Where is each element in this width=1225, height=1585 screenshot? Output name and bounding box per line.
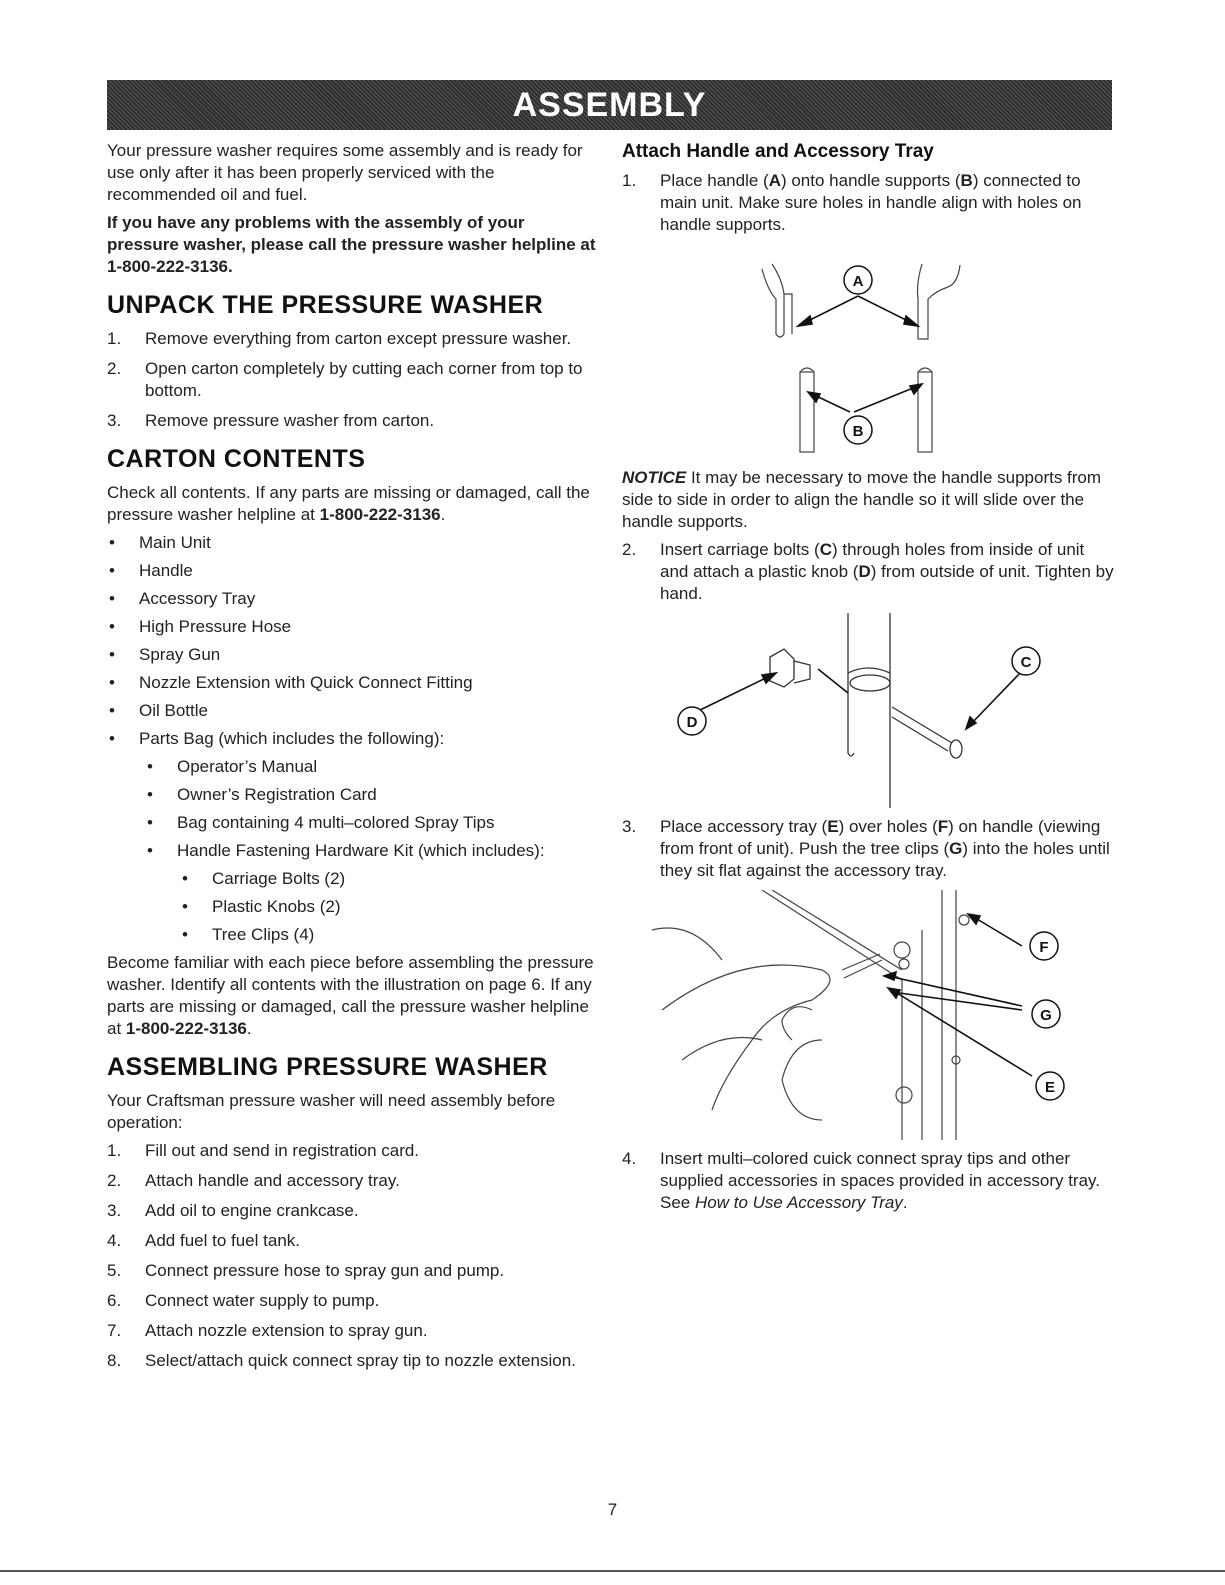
accessory-tray-reference: How to Use Accessory Tray bbox=[694, 1193, 903, 1212]
carton-intro: Check all contents. If any parts are missing or damaged, call the pressure washer helpline at 1-800-222-3136. bbox=[107, 483, 590, 524]
label-g: G bbox=[1040, 1007, 1052, 1024]
list-item: 8. Select/attach quick connect spray tip to nozzle extension. bbox=[107, 1351, 576, 1370]
list-item: 3. Add oil to engine crankcase. bbox=[107, 1201, 359, 1220]
list-item: • Handle Fastening Hardware Kit (which includes): bbox=[147, 841, 545, 860]
list-item: • Tree Clips (4) bbox=[182, 925, 315, 944]
list-item: • Bag containing 4 multi–colored Spray Tips bbox=[147, 813, 495, 832]
list-item: 3. Remove pressure washer from carton. bbox=[107, 411, 435, 430]
list-item: • Accessory Tray bbox=[109, 589, 256, 608]
assembling-intro: Your Craftsman pressure washer will need assembly before operation: bbox=[107, 1091, 556, 1132]
step-1: 1. Place handle (A) onto handle supports (B) connected to main unit. Make sure holes in handle align with holes on handle supports. bbox=[622, 171, 1082, 234]
handle-support-illustration bbox=[622, 244, 1117, 459]
list-item: • Owner’s Registration Card bbox=[147, 785, 377, 804]
carriage-bolt-illustration bbox=[622, 613, 1117, 808]
label-f: F bbox=[1039, 939, 1049, 956]
list-item: • Main Unit bbox=[109, 533, 211, 552]
bottom-divider bbox=[0, 1570, 1225, 1572]
carton-items bbox=[107, 532, 597, 946]
label-d: D bbox=[686, 714, 698, 731]
list-item: 1. Fill out and send in registration card. bbox=[107, 1141, 420, 1160]
list-item: • Carriage Bolts (2) bbox=[182, 869, 346, 888]
assembling-heading: ASSEMBLING PRESSURE WASHER bbox=[107, 1053, 548, 1081]
list-item: • Nozzle Extension with Quick Connect Fitting bbox=[109, 673, 473, 692]
list-item: • High Pressure Hose bbox=[109, 617, 292, 636]
step-4: 4. Insert multi–colored cuick connect spray tips and other supplied accessories in spaces provided in accessory tray. See How to Use Accessory Tray. bbox=[622, 1149, 1101, 1212]
carton-heading: CARTON CONTENTS bbox=[107, 445, 366, 473]
step-3: 3. Place accessory tray (E) over holes (F) on handle (viewing from front of unit). Push the tree clips (G) into the holes until they sit flat against the accessory tray. bbox=[622, 817, 1110, 880]
intro-paragraph: Your pressure washer requires some assembly and is ready for use only after it has been properly serviced with the recommended oil and fuel. bbox=[107, 141, 583, 204]
right-column bbox=[622, 140, 1117, 1222]
list-item: 2. Open carton completely by cutting each corner from top to bottom. bbox=[107, 359, 583, 400]
banner-title: ASSEMBLY bbox=[512, 85, 707, 124]
list-item: • Operator’s Manual bbox=[147, 757, 318, 776]
helpline-note: If you have any problems with the assembly of your pressure washer, please call the pressure washer helpline at 1-800-222-3136. bbox=[107, 213, 596, 276]
notice-paragraph: NOTICE It may be necessary to move the handle supports from side to side in order to align the handle so it will slide over the handle supports. bbox=[622, 468, 1102, 531]
step-2: 2. Insert carriage bolts (C) through holes from inside of unit and attach a plastic knob (D) from outside of unit. Tighten by hand. bbox=[622, 540, 1114, 603]
list-item: 7. Attach nozzle extension to spray gun. bbox=[107, 1321, 428, 1340]
label-b: B bbox=[852, 423, 864, 440]
list-item: • Plastic Knobs (2) bbox=[182, 897, 341, 916]
list-item: • Spray Gun bbox=[109, 645, 221, 664]
label-e: E bbox=[1044, 1079, 1056, 1096]
list-item: 1. Remove everything from carton except pressure washer. bbox=[107, 329, 572, 348]
left-column bbox=[107, 140, 597, 1380]
page-number: 7 bbox=[607, 1500, 618, 1519]
list-item: • Handle bbox=[109, 561, 193, 580]
list-item: • Oil Bottle bbox=[109, 701, 208, 720]
list-item: 2. Attach handle and accessory tray. bbox=[107, 1171, 400, 1190]
unpack-heading: UNPACK THE PRESSURE WASHER bbox=[107, 291, 544, 319]
list-item: • Parts Bag (which includes the following): bbox=[109, 729, 445, 748]
accessory-tray-illustration bbox=[622, 890, 1117, 1140]
unpack-steps bbox=[107, 328, 597, 432]
attach-heading: Attach Handle and Accessory Tray bbox=[622, 141, 934, 162]
carton-outro: Become familiar with each piece before assembling the pressure washer. Identify all contents with the illustration on page 6. If any parts are missing or damaged, call the pressure washer helpline at 1-800-222-3136. bbox=[107, 953, 594, 1038]
list-item: 5. Connect pressure hose to spray gun and pump. bbox=[107, 1261, 505, 1280]
assembling-steps bbox=[107, 1140, 597, 1372]
label-c: C bbox=[1020, 654, 1032, 671]
notice-tag: NOTICE bbox=[622, 468, 687, 487]
section-banner bbox=[107, 80, 1112, 130]
label-a: A bbox=[852, 273, 864, 290]
list-item: 4. Add fuel to fuel tank. bbox=[107, 1231, 300, 1250]
list-item: 6. Connect water supply to pump. bbox=[107, 1291, 380, 1310]
